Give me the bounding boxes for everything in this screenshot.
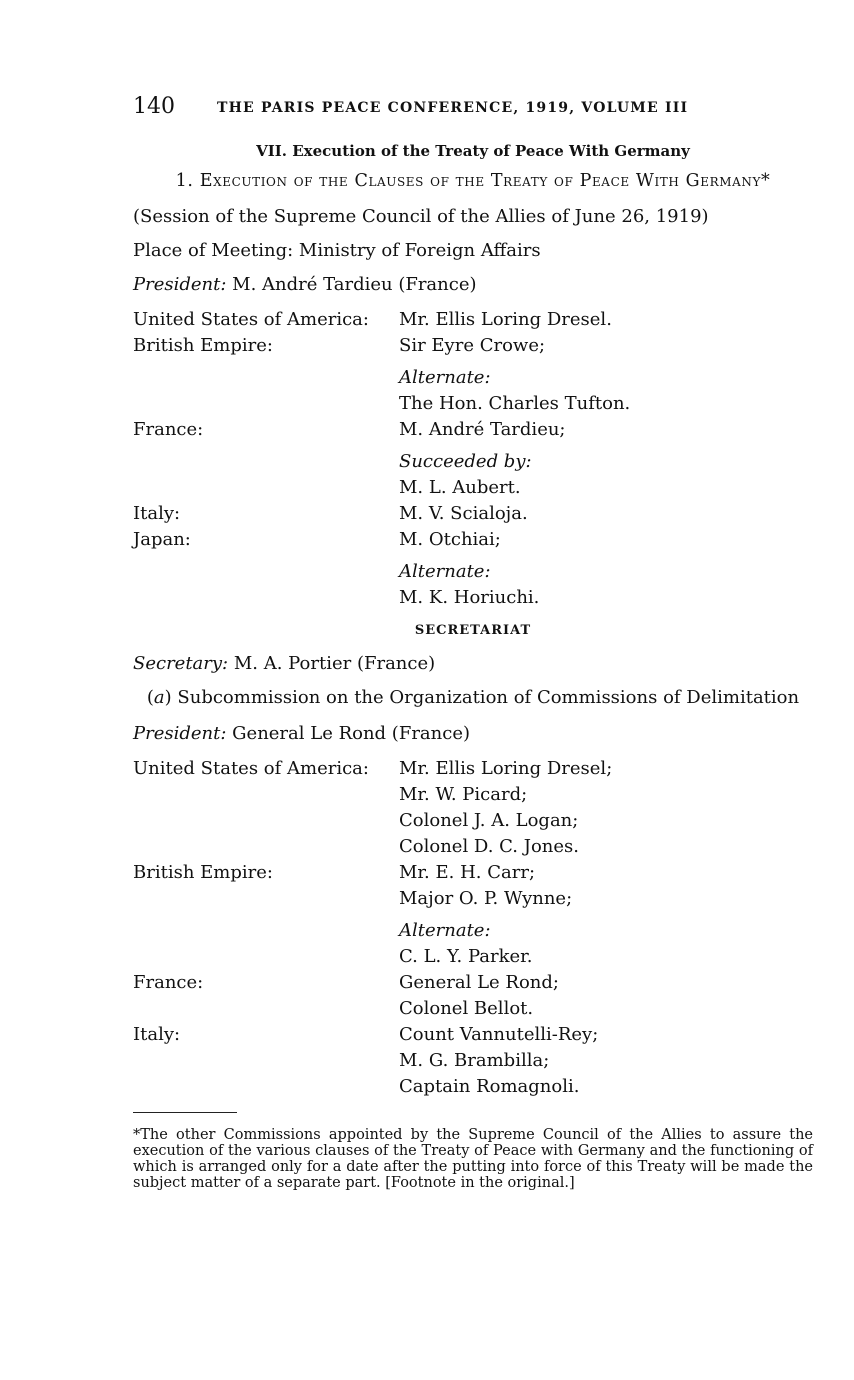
country-label: United States of America: bbox=[133, 309, 369, 330]
subsection-title: 1. Execution of the Clauses of the Treaty of Peace With Germany* bbox=[175, 171, 771, 191]
country-label: France: bbox=[133, 419, 204, 440]
running-title: THE PARIS PEACE CONFERENCE, 1919, VOLUME III bbox=[217, 100, 689, 116]
president-name: General Le Rond (France) bbox=[226, 723, 470, 744]
document-page bbox=[133, 94, 813, 1191]
delegate-name: The Hon. Charles Tufton. bbox=[399, 393, 631, 414]
secretary-label: Secretary: bbox=[133, 653, 229, 674]
president-name: M. André Tardieu (France) bbox=[226, 274, 477, 295]
succeeded-by-label: Succeeded by: bbox=[399, 451, 532, 472]
delegation-france bbox=[133, 417, 813, 501]
footnote-divider bbox=[133, 1112, 237, 1113]
country-label: Italy: bbox=[133, 503, 181, 524]
country-label: United States of America: bbox=[133, 758, 369, 779]
country-label: Japan: bbox=[133, 529, 191, 550]
place-of-meeting: Place of Meeting: Ministry of Foreign Affairs bbox=[133, 240, 541, 261]
section-heading: VII. Execution of the Treaty of Peace With Germany bbox=[256, 142, 690, 160]
delegation-italy bbox=[133, 501, 813, 527]
alternate-label: Alternate: bbox=[399, 920, 491, 941]
delegate-name: M. V. Scialoja. bbox=[399, 503, 528, 524]
delegate-name: Sir Eyre Crowe; bbox=[399, 335, 546, 356]
delegate-name: Mr. Ellis Loring Dresel; bbox=[399, 758, 613, 779]
delegate-name: Mr. E. H. Carr; bbox=[399, 862, 536, 883]
alternate-label: Alternate: bbox=[399, 367, 491, 388]
delegate-name: Captain Romagnoli. bbox=[399, 1076, 580, 1097]
country-label: Italy: bbox=[133, 1024, 181, 1045]
footnote: *The other Commissions appointed by the Supreme Council of the Allies to assure the execution of the various clauses of the Treaty of Peace with Germany and the functioning of which is arranged only for a date after the putting into force of this Treaty will be made the subject matter of a separate part. [Footnote in the original.] bbox=[133, 1127, 813, 1191]
president-line bbox=[133, 273, 813, 297]
page-number: 140 bbox=[133, 94, 175, 119]
delegation-roster bbox=[133, 307, 813, 611]
subcommission-roster bbox=[133, 756, 813, 1100]
delegate-name: M. L. Aubert. bbox=[399, 477, 521, 498]
country-label: British Empire: bbox=[133, 335, 273, 356]
delegate-name: General Le Rond; bbox=[399, 972, 559, 993]
country-label: British Empire: bbox=[133, 862, 273, 883]
secretariat-heading: SECRETARIAT bbox=[414, 623, 532, 638]
secretary-line bbox=[133, 652, 813, 676]
subcommission-heading: (a) Subcommission on the Organization of Commissions of Delimitation bbox=[146, 687, 800, 708]
delegate-name: C. L. Y. Parker. bbox=[399, 946, 533, 967]
delegate-name: Mr. W. Picard; bbox=[399, 784, 528, 805]
delegate-name: M. G. Brambilla; bbox=[399, 1050, 550, 1071]
secretary-name: M. A. Portier (France) bbox=[228, 653, 436, 674]
delegate-name: Mr. Ellis Loring Dresel. bbox=[399, 309, 612, 330]
delegate-name: Major O. P. Wynne; bbox=[399, 888, 573, 909]
delegate-name: M. K. Horiuchi. bbox=[399, 587, 540, 608]
delegation-japan bbox=[133, 527, 813, 611]
delegate-name: Colonel D. C. Jones. bbox=[399, 836, 579, 857]
subcommission-letter: a bbox=[153, 687, 165, 708]
delegation-italy bbox=[133, 1022, 813, 1100]
delegation-us bbox=[133, 307, 813, 333]
delegation-france bbox=[133, 970, 813, 1022]
delegation-british-empire bbox=[133, 860, 813, 970]
subcommission-title: Subcommission on the Organization of Commissions of Delimitation bbox=[177, 687, 800, 708]
delegate-name: M. Otchiai; bbox=[399, 529, 501, 550]
delegation-british-empire bbox=[133, 333, 813, 417]
president-label: President: bbox=[133, 274, 227, 295]
delegation-us bbox=[133, 756, 813, 860]
delegate-name: Count Vannutelli-Rey; bbox=[399, 1024, 599, 1045]
delegate-name: M. André Tardieu; bbox=[399, 419, 566, 440]
alternate-label: Alternate: bbox=[399, 561, 491, 582]
running-head bbox=[133, 94, 813, 126]
delegate-name: Colonel J. A. Logan; bbox=[399, 810, 579, 831]
delegate-name: Colonel Bellot. bbox=[399, 998, 534, 1019]
president-line bbox=[133, 722, 813, 746]
session-line: (Session of the Supreme Council of the Allies of June 26, 1919) bbox=[133, 206, 709, 227]
country-label: France: bbox=[133, 972, 204, 993]
president-label: President: bbox=[133, 723, 227, 744]
